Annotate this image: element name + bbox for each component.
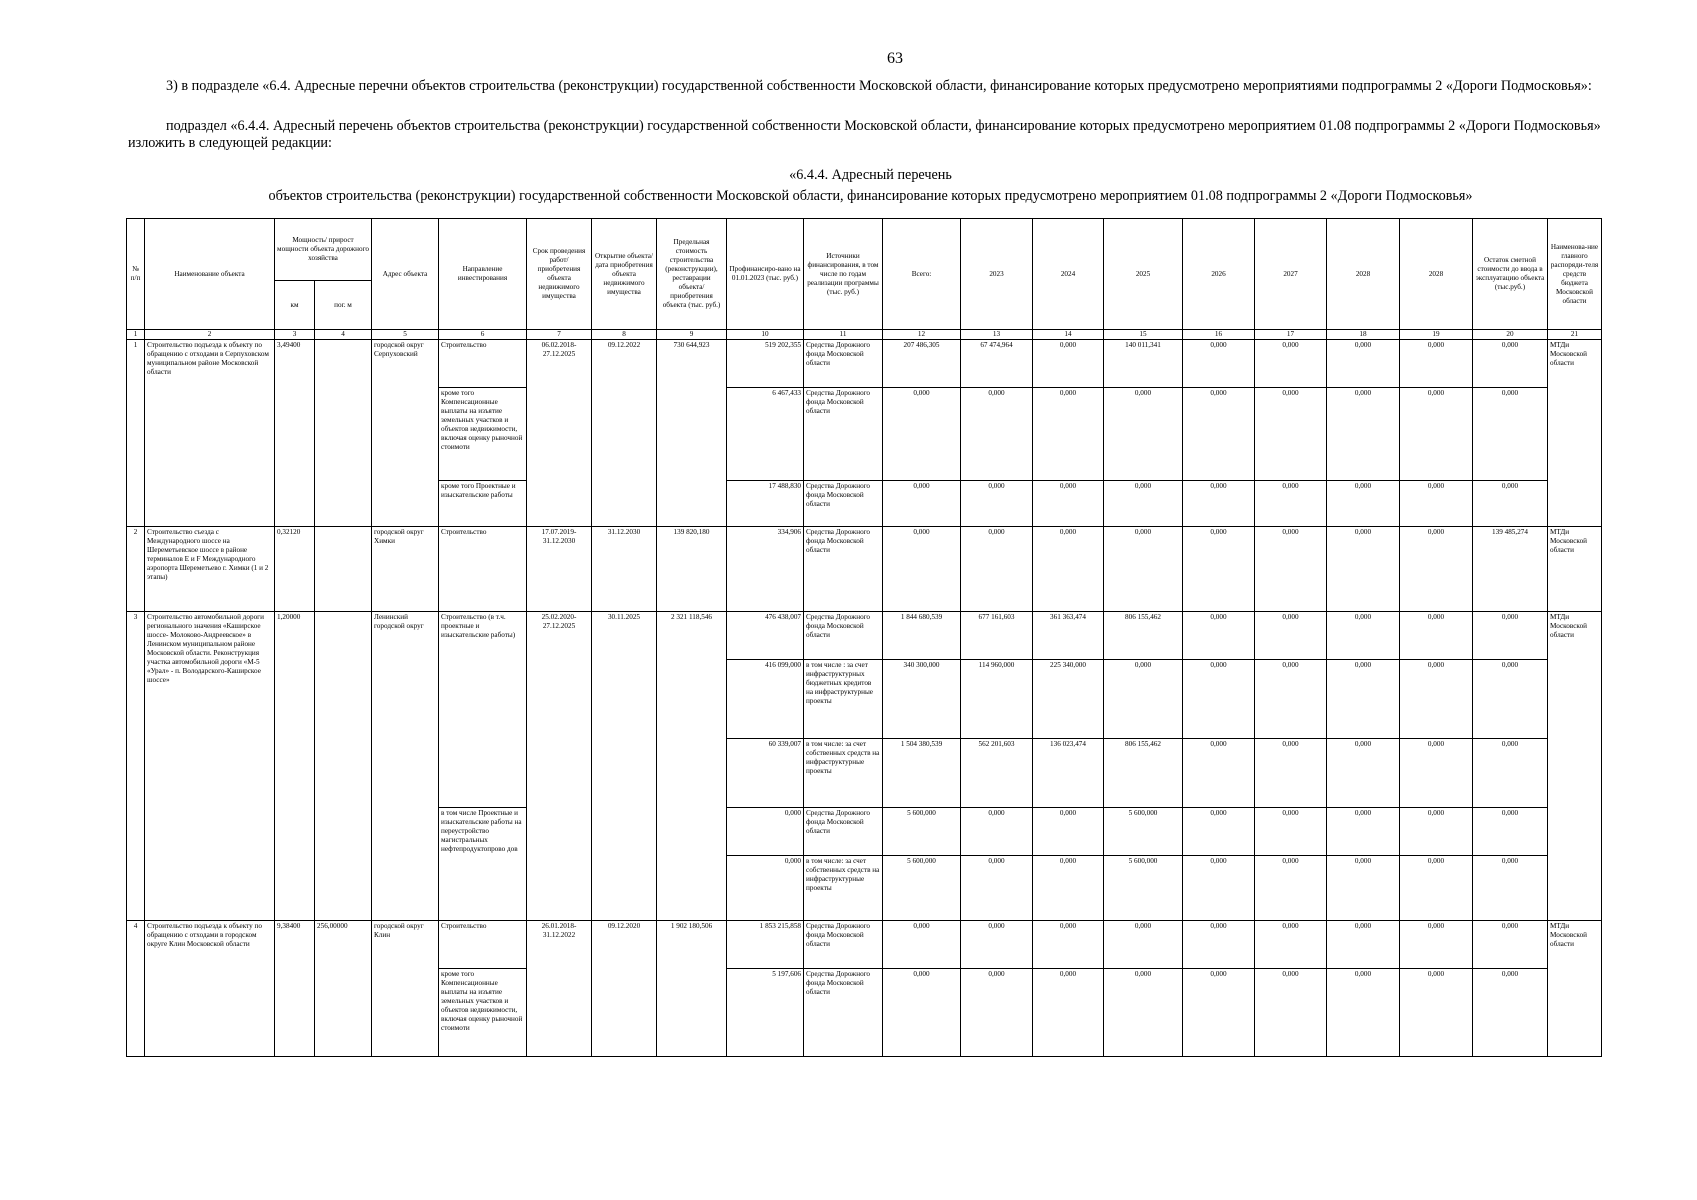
funding-value: 0,000 [1104, 388, 1183, 481]
object-number: 3 [127, 612, 145, 921]
funding-value: 0,000 [1473, 340, 1548, 388]
investment-direction: кроме того Компенсационные выплаты на изъятие земельных участков и объектов недвижимости, включая оценку рыночной стоимоти [439, 969, 527, 1057]
funding-value: 67 474,964 [961, 340, 1033, 388]
column-number: 17 [1255, 330, 1327, 340]
funding-value: 0,000 [1255, 739, 1327, 808]
header-2026: 2026 [1183, 219, 1255, 330]
budget-manager: МТДи Московской области [1548, 921, 1602, 1057]
prefinanced-amount: 0,000 [727, 808, 804, 856]
funding-value: 0,000 [1327, 660, 1400, 739]
object-address: городской округ Серпуховский [372, 340, 439, 527]
object-address: городской округ Клин [372, 921, 439, 1057]
funding-source: Средства Дорожного фонда Московской области [804, 612, 883, 660]
budget-manager: МТДи Московской области [1548, 340, 1602, 527]
object-name: Строительство подъезда к объекту по обращению с отходами в городском округе Клин Московской области [145, 921, 275, 1057]
funding-value: 0,000 [1255, 527, 1327, 612]
header-limit-cost: Предельная стоимость строительства (реконструкции), реставрации объекта/ приобретения объекта (тыс. руб.) [657, 219, 727, 330]
funding-value: 0,000 [1473, 660, 1548, 739]
column-number: 8 [592, 330, 657, 340]
funding-value: 0,000 [1400, 808, 1473, 856]
funding-source: в том числе: за счет собственных средств на инфраструктурные проекты [804, 739, 883, 808]
column-number: 6 [439, 330, 527, 340]
object-limit-cost: 2 321 118,546 [657, 612, 727, 921]
funding-source: Средства Дорожного фонда Московской области [804, 481, 883, 527]
funding-value: 0,000 [1400, 340, 1473, 388]
funding-value: 0,000 [1327, 739, 1400, 808]
funding-value: 0,000 [1327, 527, 1400, 612]
funding-source: Средства Дорожного фонда Московской области [804, 921, 883, 969]
funding-value: 0,000 [1473, 739, 1548, 808]
funding-value: 0,000 [883, 921, 961, 969]
funding-value: 0,000 [1400, 660, 1473, 739]
funding-value: 5 600,000 [1104, 856, 1183, 921]
prefinanced-amount: 416 099,000 [727, 660, 804, 739]
column-numbers-row [127, 330, 1602, 340]
funding-value: 0,000 [1183, 921, 1255, 969]
funding-value: 0,000 [1104, 660, 1183, 739]
funding-value: 0,000 [883, 481, 961, 527]
column-number: 13 [961, 330, 1033, 340]
funding-value: 0,000 [1183, 527, 1255, 612]
object-number: 2 [127, 527, 145, 612]
header-2025: 2025 [1104, 219, 1183, 330]
funding-value: 0,000 [1183, 739, 1255, 808]
header-direction: Направление инвестирования [439, 219, 527, 330]
funding-value: 0,000 [961, 527, 1033, 612]
budget-manager: МТДи Московской области [1548, 527, 1602, 612]
investment-direction: Строительство [439, 340, 527, 388]
table-row [127, 612, 1602, 660]
funding-value: 0,000 [1033, 808, 1104, 856]
prefinanced-amount: 476 438,007 [727, 612, 804, 660]
column-number: 21 [1548, 330, 1602, 340]
funding-value: 0,000 [1327, 340, 1400, 388]
budget-manager: МТДи Московской области [1548, 612, 1602, 921]
prefinanced-amount: 519 202,355 [727, 340, 804, 388]
funding-value: 0,000 [1255, 612, 1327, 660]
column-number: 18 [1327, 330, 1400, 340]
object-capacity-km: 9,38400 [275, 921, 315, 1057]
column-number: 11 [804, 330, 883, 340]
funding-value: 0,000 [961, 481, 1033, 527]
funding-value: 0,000 [1104, 527, 1183, 612]
funding-value: 0,000 [1255, 388, 1327, 481]
funding-value: 0,000 [1473, 388, 1548, 481]
column-number: 9 [657, 330, 727, 340]
funding-value: 0,000 [1327, 388, 1400, 481]
funding-value: 0,000 [1033, 969, 1104, 1057]
object-term: 25.02.2020-27.12.2025 [527, 612, 592, 921]
object-limit-cost: 139 820,180 [657, 527, 727, 612]
column-number: 3 [275, 330, 315, 340]
object-capacity-km: 1,20000 [275, 612, 315, 921]
funding-value: 0,000 [1104, 481, 1183, 527]
column-number: 2 [145, 330, 275, 340]
investment-direction: Строительство (в т.ч. проектные и изыскательские работы) [439, 612, 527, 808]
address-list-table [126, 218, 1602, 1057]
funding-value: 0,000 [1255, 808, 1327, 856]
object-number: 1 [127, 340, 145, 527]
funding-source: Средства Дорожного фонда Московской области [804, 340, 883, 388]
table-row [127, 921, 1602, 969]
object-capacity-pogm [315, 527, 372, 612]
funding-value: 0,000 [1104, 921, 1183, 969]
table-row [127, 340, 1602, 388]
funding-value: 114 960,000 [961, 660, 1033, 739]
object-limit-cost: 730 644,923 [657, 340, 727, 527]
funding-value: 207 486,305 [883, 340, 961, 388]
header-sources: Источники финансирования, в том числе по годам реализации программы (тыс. руб.) [804, 219, 883, 330]
funding-value: 0,000 [1033, 340, 1104, 388]
funding-value: 361 363,474 [1033, 612, 1104, 660]
funding-value: 0,000 [1183, 481, 1255, 527]
prefinanced-amount: 334,906 [727, 527, 804, 612]
funding-value: 0,000 [1400, 921, 1473, 969]
prefinanced-amount: 60 339,007 [727, 739, 804, 808]
funding-value: 0,000 [1473, 969, 1548, 1057]
table-caption-title: «6.4.4. Адресный перечень [789, 167, 952, 183]
column-number: 1 [127, 330, 145, 340]
funding-source: Средства Дорожного фонда Московской области [804, 388, 883, 481]
funding-value: 0,000 [1473, 481, 1548, 527]
funding-source: Средства Дорожного фонда Московской области [804, 808, 883, 856]
funding-value: 0,000 [1255, 969, 1327, 1057]
funding-value: 806 155,462 [1104, 612, 1183, 660]
funding-value: 0,000 [883, 527, 961, 612]
column-number: 20 [1473, 330, 1548, 340]
table-body [127, 330, 1602, 1057]
funding-value: 0,000 [1327, 921, 1400, 969]
header-pogm: пог. м [315, 281, 372, 330]
object-opening-date: 09.12.2020 [592, 921, 657, 1057]
prefinanced-amount: 5 197,606 [727, 969, 804, 1057]
object-term: 06.02.2018-27.12.2025 [527, 340, 592, 527]
funding-value: 0,000 [1327, 481, 1400, 527]
table-row [127, 527, 1602, 612]
object-name: Строительство съезда с Международного шоссе на Шереметьевское шоссе в районе терминалов E и F Международного аэропорта Шереметьево г. Химки (1 и 2 этапы) [145, 527, 275, 612]
object-limit-cost: 1 902 180,506 [657, 921, 727, 1057]
funding-value: 0,000 [1183, 969, 1255, 1057]
object-opening-date: 31.12.2030 [592, 527, 657, 612]
investment-direction: в том числе Проектные и изыскательские работы на переустройство магистральных нефтепродуктопрово дов [439, 808, 527, 921]
funding-value: 0,000 [1255, 660, 1327, 739]
column-number: 4 [315, 330, 372, 340]
funding-value: 806 155,462 [1104, 739, 1183, 808]
funding-value: 5 600,000 [883, 808, 961, 856]
prefinanced-amount: 1 853 215,858 [727, 921, 804, 969]
funding-value: 225 340,000 [1033, 660, 1104, 739]
object-term: 26.01.2018-31.12.2022 [527, 921, 592, 1057]
header-manager: Наименова-ние главного распоряди-теля средств бюджета Московской области [1548, 219, 1602, 330]
header-prefinanced: Профинансиро-вано на 01.01.2023 (тыс. руб.) [727, 219, 804, 330]
funding-value: 0,000 [961, 921, 1033, 969]
header-km: км [275, 281, 315, 330]
funding-source: Средства Дорожного фонда Московской области [804, 969, 883, 1057]
funding-value: 0,000 [961, 856, 1033, 921]
object-opening-date: 09.12.2022 [592, 340, 657, 527]
object-capacity-pogm [315, 340, 372, 527]
column-number: 19 [1400, 330, 1473, 340]
object-opening-date: 30.11.2025 [592, 612, 657, 921]
column-number: 14 [1033, 330, 1104, 340]
funding-value: 677 161,603 [961, 612, 1033, 660]
column-number: 5 [372, 330, 439, 340]
funding-value: 0,000 [1400, 739, 1473, 808]
object-term: 17.07.2019-31.12.2030 [527, 527, 592, 612]
column-number: 12 [883, 330, 961, 340]
table-caption-subtitle: объектов строительства (реконструкции) государственной собственности Московской области, финансирование которых предусмотрено мероприятием 01.08 подпрограммы 2 «Дороги Подмосковья» [268, 188, 1473, 204]
funding-value: 0,000 [1183, 612, 1255, 660]
header-2027: 2027 [1255, 219, 1327, 330]
header-2023: 2023 [961, 219, 1033, 330]
column-number: 15 [1104, 330, 1183, 340]
funding-value: 0,000 [1183, 856, 1255, 921]
intro-paragraph-2: подраздел «6.4.4. Адресный перечень объектов строительства (реконструкции) государственной собственности Московской области, финансирование которых предусмотрено мероприятием 01.08 подпрограммы 2 «Дороги Подмосковья» изложить в следующей редакции: [128, 118, 1601, 151]
object-address: Ленинский городской округ [372, 612, 439, 921]
header-total: Всего: [883, 219, 961, 330]
funding-value: 0,000 [1033, 388, 1104, 481]
funding-value: 1 844 680,539 [883, 612, 961, 660]
object-name: Строительство автомобильной дороги регионального значения «Каширское шоссе- Молоково-Андреевское» в Ленинском муниципальном районе Московской области. Реконструкция участка автомобильной дороги «М-5 «Урал» - п. Володарского-Каширское шоссе» [145, 612, 275, 921]
funding-value: 562 201,603 [961, 739, 1033, 808]
funding-value: 0,000 [1327, 808, 1400, 856]
investment-direction: Строительство [439, 921, 527, 969]
prefinanced-amount: 17 488,830 [727, 481, 804, 527]
header-2028: 2028 [1327, 219, 1400, 330]
header-remaining-cost: Остаток сметной стоимости до ввода в эксплуатацию объекта (тыс.руб.) [1473, 219, 1548, 330]
funding-value: 0,000 [1033, 856, 1104, 921]
object-name: Строительство подъезда к объекту по обращению с отходами в Серпуховском муниципальном районе Московской области [145, 340, 275, 527]
funding-value: 340 300,000 [883, 660, 961, 739]
column-number: 10 [727, 330, 804, 340]
funding-value: 0,000 [1400, 481, 1473, 527]
funding-value: 0,000 [1033, 481, 1104, 527]
funding-value: 0,000 [1473, 921, 1548, 969]
header-term: Срок проведения работ/ приобретения объекта недвижимого имущества [527, 219, 592, 330]
funding-value: 0,000 [1327, 612, 1400, 660]
funding-value: 136 023,474 [1033, 739, 1104, 808]
funding-source: Средства Дорожного фонда Московской области [804, 527, 883, 612]
funding-value: 0,000 [1104, 969, 1183, 1057]
investment-direction: кроме того Проектные и изыскательские работы [439, 481, 527, 527]
column-number: 16 [1183, 330, 1255, 340]
funding-value: 0,000 [1255, 856, 1327, 921]
funding-value: 5 600,000 [883, 856, 961, 921]
header-2028-second: 2028 [1400, 219, 1473, 330]
funding-value: 0,000 [1183, 388, 1255, 481]
header-2024: 2024 [1033, 219, 1104, 330]
funding-value: 0,000 [1473, 856, 1548, 921]
funding-value: 0,000 [1183, 340, 1255, 388]
funding-value: 0,000 [1255, 340, 1327, 388]
funding-value: 0,000 [1400, 527, 1473, 612]
column-number: 7 [527, 330, 592, 340]
funding-value: 0,000 [1255, 921, 1327, 969]
funding-value: 0,000 [961, 388, 1033, 481]
funding-value: 0,000 [1473, 612, 1548, 660]
object-capacity-km: 3,49400 [275, 340, 315, 527]
object-capacity-pogm: 256,00000 [315, 921, 372, 1057]
header-opening: Открытие объекта/ дата приобретения объекта недвижимого имущества [592, 219, 657, 330]
header-num: № п/п [127, 219, 145, 330]
header-address: Адрес объекта [372, 219, 439, 330]
funding-value: 0,000 [1255, 481, 1327, 527]
object-capacity-km: 0,32120 [275, 527, 315, 612]
funding-value: 0,000 [1400, 856, 1473, 921]
funding-value: 0,000 [961, 808, 1033, 856]
investment-direction: Строительство [439, 527, 527, 612]
header-name: Наименование объекта [145, 219, 275, 330]
object-capacity-pogm [315, 612, 372, 921]
prefinanced-amount: 0,000 [727, 856, 804, 921]
funding-value: 0,000 [1183, 808, 1255, 856]
funding-value: 140 011,341 [1104, 340, 1183, 388]
funding-value: 0,000 [1327, 856, 1400, 921]
funding-value: 0,000 [1473, 808, 1548, 856]
object-address: городской округ Химки [372, 527, 439, 612]
funding-value: 0,000 [1033, 527, 1104, 612]
funding-value: 0,000 [1033, 921, 1104, 969]
investment-direction: кроме того Компенсационные выплаты на изъятие земельных участков и объектов недвижимости, включая оценку рыночной стоимоти [439, 388, 527, 481]
funding-value: 139 485,274 [1473, 527, 1548, 612]
page-number: 63 [887, 50, 903, 67]
funding-source: в том числе: за счет собственных средств на инфраструктурные проекты [804, 856, 883, 921]
funding-value: 0,000 [1400, 612, 1473, 660]
funding-value: 0,000 [1400, 969, 1473, 1057]
funding-value: 0,000 [1327, 969, 1400, 1057]
funding-value: 0,000 [883, 969, 961, 1057]
header-capacity: Мощность/ прирост мощности объекта дорожного хозяйства [275, 219, 372, 281]
intro-paragraph-1: 3) в подразделе «6.4. Адресные перечни объектов строительства (реконструкции) государственной собственности Московской области, финансирование которых предусмотрено мероприятиями подпрограммы 2 «Дороги Подмосковья»: [166, 78, 1592, 94]
funding-source: в том числе : за счет инфраструктурных бюджетных кредитов на инфраструктурные проекты [804, 660, 883, 739]
prefinanced-amount: 6 467,433 [727, 388, 804, 481]
funding-value: 0,000 [883, 388, 961, 481]
funding-value: 1 504 380,539 [883, 739, 961, 808]
object-number: 4 [127, 921, 145, 1057]
funding-value: 0,000 [1400, 388, 1473, 481]
funding-value: 5 600,000 [1104, 808, 1183, 856]
funding-value: 0,000 [1183, 660, 1255, 739]
funding-value: 0,000 [961, 969, 1033, 1057]
